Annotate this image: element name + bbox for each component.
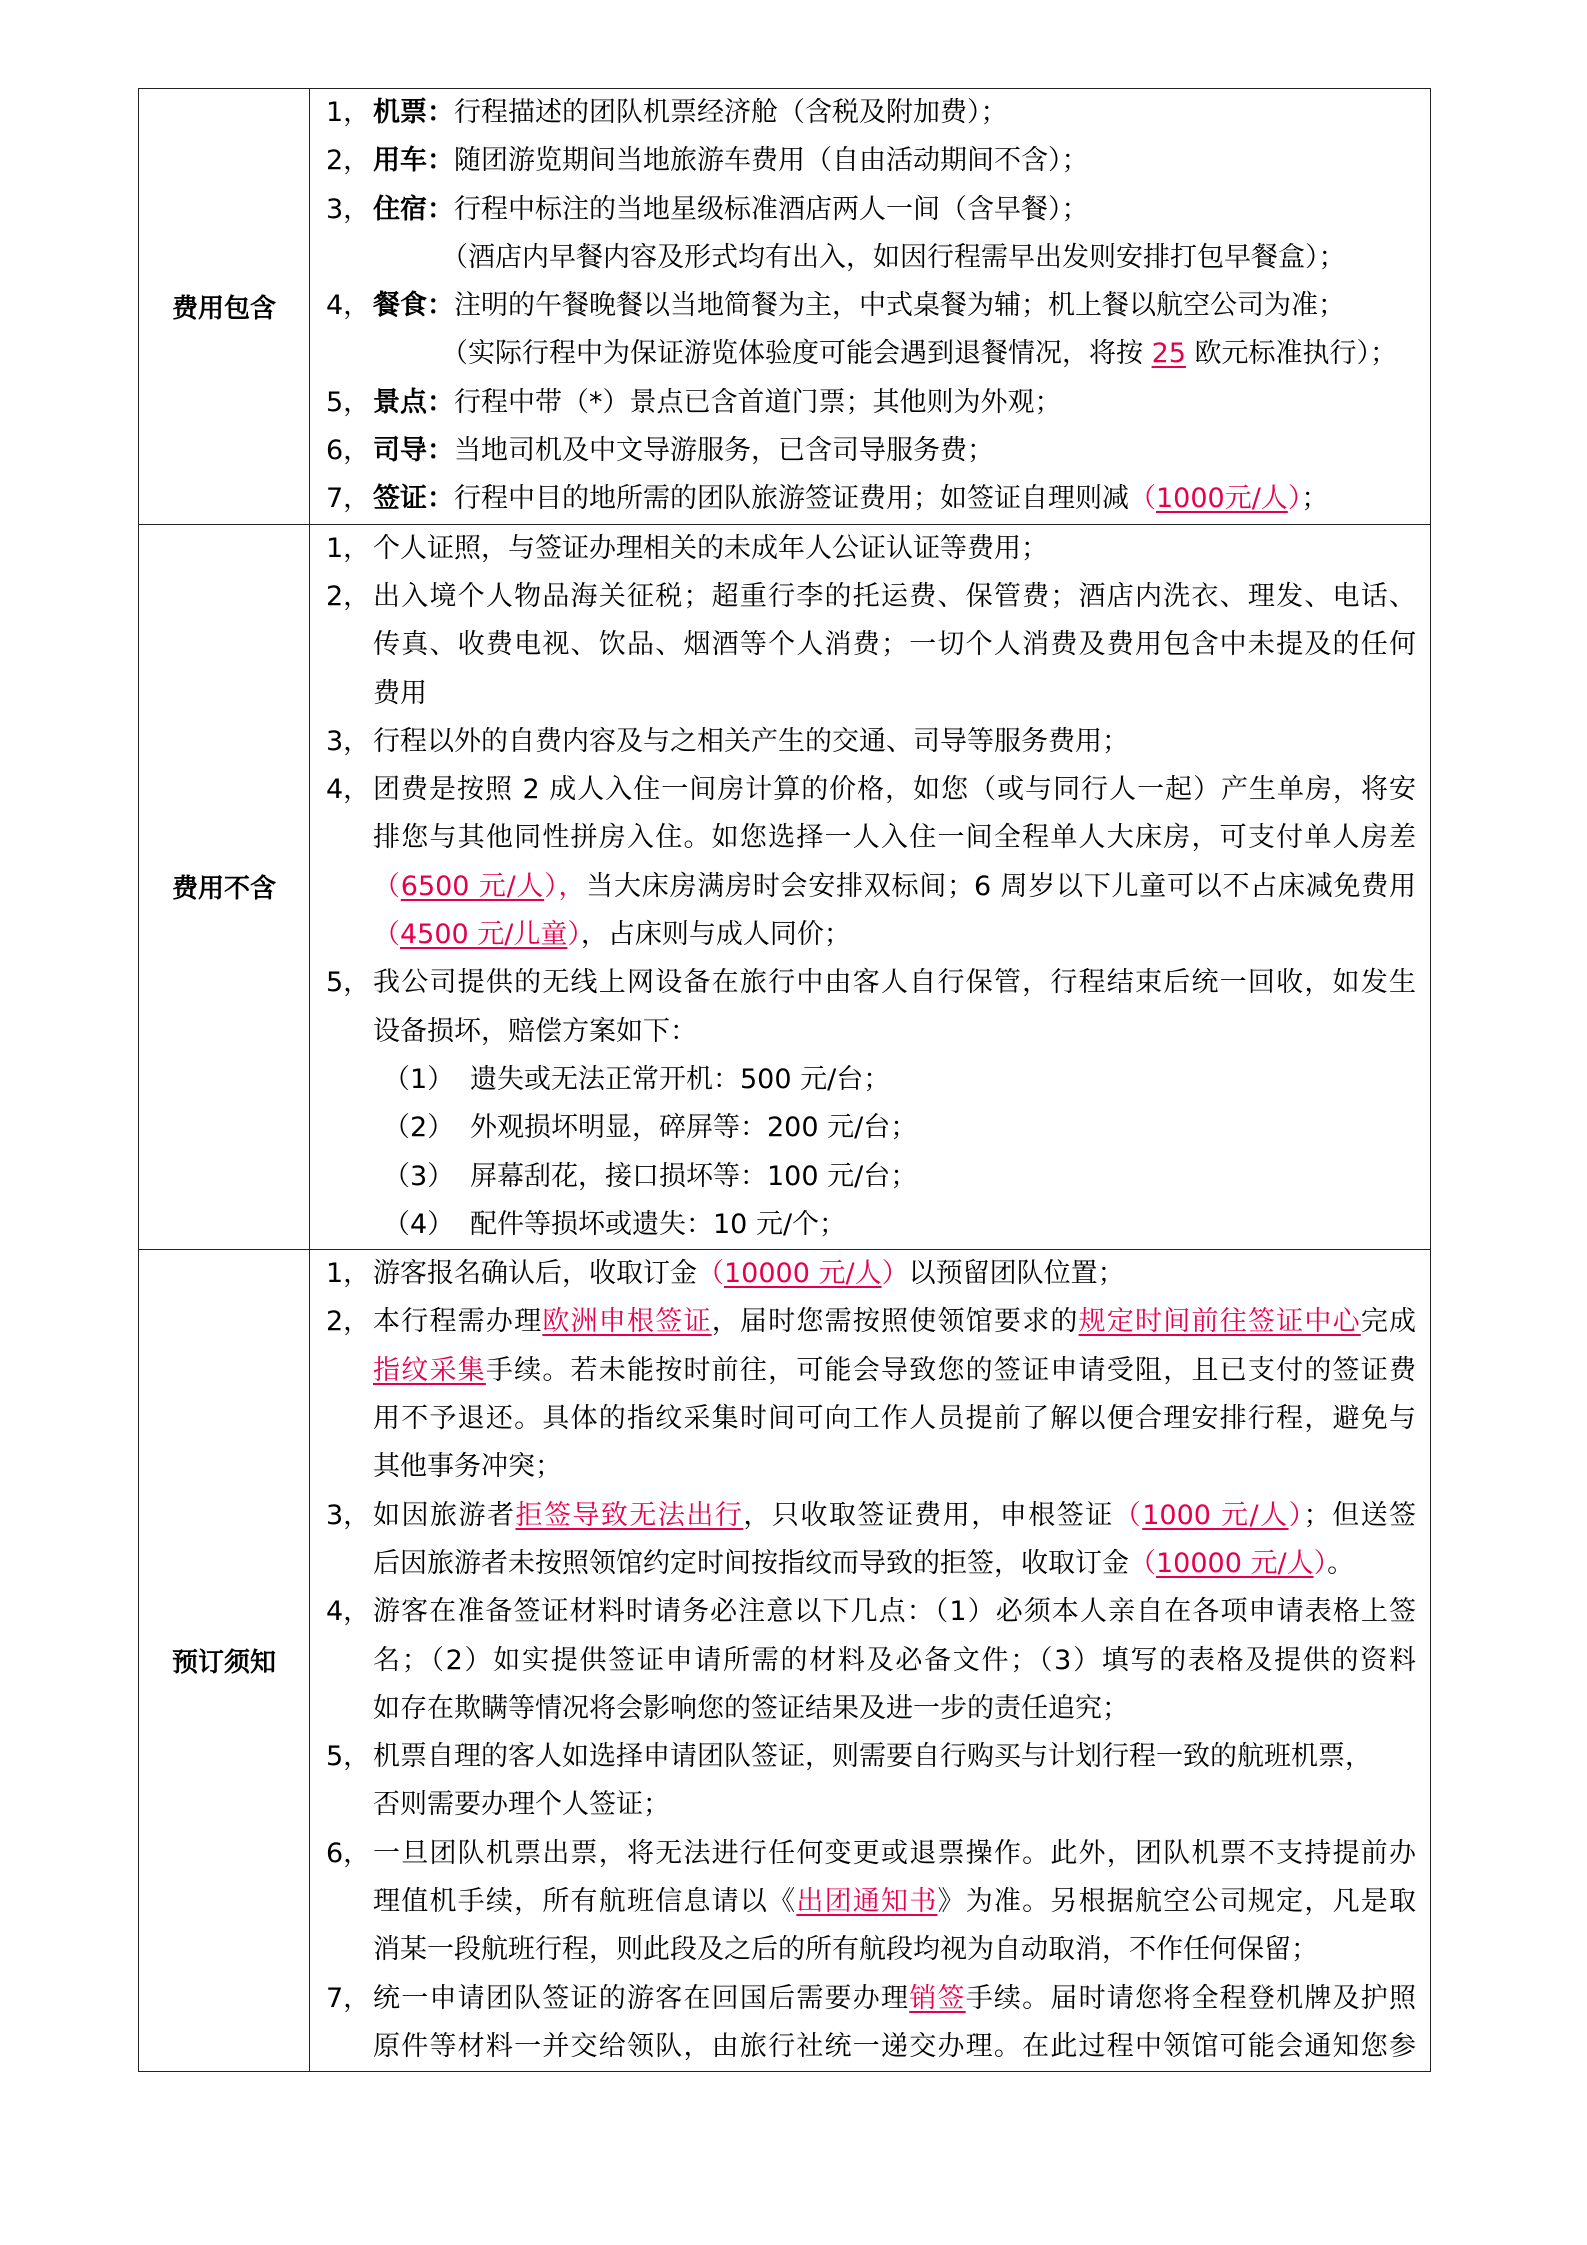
- item-number: 2，: [326, 145, 371, 177]
- item-heading: 签证：: [373, 483, 454, 515]
- list-item-continuation: [326, 1878, 1416, 1926]
- item-text: [373, 282, 1416, 330]
- text-segment: 当大床房满房时会安排双标间；6 周岁以下儿童可以不占床减免费用: [586, 870, 1417, 902]
- text-segment: 。: [1327, 1547, 1355, 1579]
- list-item: [326, 89, 1416, 137]
- item-number: （3）: [383, 1160, 455, 1192]
- text-segment: 否则需要办理个人签证；: [373, 1789, 670, 1821]
- highlighted-text: （: [373, 919, 400, 951]
- item-text: [373, 1540, 1416, 1588]
- item-text: [373, 1443, 1416, 1491]
- row-label: 预订须知: [139, 1250, 310, 2072]
- text-segment: 一旦团队机票出票，将无法进行任何变更或退票操作。此外，团队机票不支持提前办: [373, 1837, 1416, 1869]
- list-item: [326, 959, 1416, 1007]
- highlighted-link-text: 出团通知书: [796, 1885, 938, 1917]
- item-heading: 用车：: [373, 145, 454, 177]
- item-text: [373, 1492, 1416, 1540]
- item-text: [373, 475, 1416, 523]
- item-text: [373, 2023, 1416, 2071]
- item-number: 1，: [326, 1258, 371, 1290]
- item-text: [373, 621, 1416, 669]
- list-item-continuation: [326, 1781, 1416, 1829]
- highlighted-text: ），: [544, 870, 587, 902]
- row-content: [310, 524, 1431, 1249]
- row-content: [310, 1250, 1431, 2072]
- text-segment: 个人证照，与签证办理相关的未成年人公证认证等费用；: [373, 532, 1048, 564]
- item-number: 1，: [326, 532, 371, 564]
- list-item-continuation: [326, 1926, 1416, 1974]
- item-text: [373, 186, 1416, 234]
- list-item: [326, 427, 1416, 475]
- highlighted-link-text: 拒签导致无法出行: [515, 1499, 744, 1531]
- highlighted-text: ）: [1287, 483, 1302, 515]
- list-item: [326, 379, 1416, 427]
- item-text: [470, 1201, 1416, 1249]
- text-segment: 行程中目的地所需的团队旅游签证费用；如签证自理则减: [454, 483, 1129, 515]
- list-item-continuation: [326, 911, 1416, 959]
- text-segment: 欧元标准执行）；: [1185, 338, 1398, 370]
- item-number: （4）: [383, 1208, 455, 1240]
- text-segment: 费用: [373, 677, 427, 709]
- item-text: [373, 1781, 1416, 1829]
- item-text: [373, 1298, 1416, 1346]
- highlighted-text: （: [697, 1258, 724, 1290]
- list-item-continuation: [326, 234, 1416, 282]
- row-content: [310, 89, 1431, 525]
- item-text: [373, 959, 1416, 1007]
- text-segment: 消某一段航班行程，则此段及之后的所有航段均视为自动取消，不作任何保留；: [373, 1934, 1318, 1966]
- text-segment: 如因旅游者: [373, 1499, 516, 1531]
- text-segment: ，只收取签证费用，申根签证: [743, 1499, 1114, 1531]
- highlighted-link-text: 10000 元/人: [724, 1258, 882, 1290]
- highlighted-text: ）: [881, 1258, 909, 1290]
- row-label: 费用不含: [139, 524, 310, 1249]
- list-item-continuation: [326, 1685, 1416, 1733]
- list-item: [326, 475, 1416, 523]
- highlighted-link-text: 10000 元/人: [1156, 1547, 1314, 1579]
- item-number: 3，: [326, 1499, 371, 1531]
- item-text: [441, 330, 1416, 378]
- item-text: [373, 1637, 1416, 1685]
- travel-terms-table: [138, 88, 1431, 2072]
- item-number: 4，: [326, 290, 371, 322]
- text-segment: 统一申请团队签证的游客在回国后需要办理: [373, 1982, 910, 2014]
- text-segment: 行程以外的自费内容及与之相关产生的交通、司导等服务费用；: [373, 725, 1129, 757]
- list-item-continuation: [326, 2023, 1416, 2071]
- item-text: [373, 1395, 1416, 1443]
- list-item-continuation: [326, 1395, 1416, 1443]
- text-segment: 行程中标注的当地星级标准酒店两人一间（含早餐）；: [454, 193, 1089, 225]
- highlighted-link-text: 规定时间前往签证中心: [1078, 1306, 1361, 1338]
- text-segment: 以预留团队位置；: [908, 1258, 1125, 1290]
- list-item: [326, 137, 1416, 185]
- list-item: [326, 186, 1416, 234]
- item-text: [373, 1878, 1416, 1926]
- table-body: [139, 89, 1431, 2072]
- item-text: [373, 1008, 1416, 1056]
- text-segment: （实际行程中为保证游览体验度可能会遇到退餐情况，将按: [441, 338, 1152, 370]
- text-segment: 行程中带（*）景点已含首道门票；其他则为外观；: [454, 386, 1062, 418]
- item-text: [373, 1830, 1416, 1878]
- item-text: [470, 1153, 1416, 1201]
- item-text: [373, 525, 1416, 573]
- item-number: （2）: [383, 1112, 455, 1144]
- highlighted-link-text: 6500 元/人: [400, 870, 545, 902]
- item-text: [373, 1733, 1416, 1781]
- text-segment: 用不予退还。具体的指纹采集时间可向工作人员提前了解以便合理安排行程，避免与: [373, 1403, 1416, 1435]
- highlighted-link-text: 25: [1151, 338, 1186, 370]
- sub-list-item: [326, 1153, 1416, 1201]
- text-segment: ；: [1301, 483, 1329, 515]
- text-segment: ，届时您需按照使领馆要求的: [711, 1306, 1079, 1338]
- text-segment: （酒店内早餐内容及形式均有出入，如因行程需早出发则安排打包早餐盒）；: [441, 241, 1346, 273]
- highlighted-link-text: 4500 元/儿童: [400, 919, 568, 951]
- item-text: [373, 814, 1416, 862]
- item-text: [373, 89, 1416, 137]
- item-text: [373, 1588, 1416, 1636]
- text-segment: 随团游览期间当地旅游车费用（自由活动期间不含）；: [454, 145, 1089, 177]
- text-segment: 手续。届时请您将全程登机牌及护照: [965, 1982, 1417, 2014]
- text-segment: 设备损坏，赔偿方案如下：: [373, 1015, 697, 1047]
- highlighted-link-text: 指纹采集: [373, 1354, 486, 1386]
- list-item-continuation: [326, 1540, 1416, 1588]
- text-segment: 后因旅游者未按照领馆约定时间按指纹而导致的拒签，收取订金: [373, 1547, 1129, 1579]
- list-item: [326, 1975, 1416, 2023]
- list-item: [326, 1492, 1416, 1540]
- item-text: [373, 573, 1416, 621]
- item-heading: 餐食：: [373, 290, 454, 322]
- text-segment: 屏幕刮花，接口损坏等：100 元/台；: [470, 1160, 918, 1192]
- highlighted-link-text: 欧洲申根签证: [542, 1306, 712, 1338]
- list-item-continuation: [326, 1637, 1416, 1685]
- text-segment: 完成: [1360, 1306, 1417, 1338]
- row-label: 费用包含: [139, 89, 310, 525]
- item-number: 3，: [326, 725, 371, 757]
- text-segment: 配件等损坏或遗失：10 元/个；: [470, 1208, 847, 1240]
- list-item: [326, 1298, 1416, 1346]
- text-segment: 理值机手续，所有航班信息请以《: [373, 1885, 797, 1917]
- list-item: [326, 766, 1416, 814]
- item-number: （1）: [383, 1063, 455, 1095]
- text-segment: 传真、收费电视、饮品、烟酒等个人消费；一切个人消费及费用包含中未提及的任何: [373, 629, 1416, 661]
- highlighted-link-text: 销签: [909, 1982, 966, 2014]
- list-item-continuation: [326, 1008, 1416, 1056]
- text-segment: 原件等材料一并交给领队，由旅行社统一递交办理。在此过程中领馆可能会通知您参: [373, 2030, 1416, 2062]
- highlighted-text: （: [1129, 483, 1156, 515]
- highlighted-link-text: 1000 元/人: [1142, 1499, 1289, 1531]
- table-row: [139, 89, 1431, 525]
- text-segment: 排您与其他同性拼房入住。如您选择一人入住一间全程单人大床房，可支付单人房差: [373, 822, 1416, 854]
- text-segment: ，占床则与成人同价；: [580, 919, 851, 951]
- list-item-continuation: [326, 814, 1416, 862]
- list-item: [326, 1588, 1416, 1636]
- list-item-continuation: [326, 863, 1416, 911]
- text-segment: 如存在欺瞒等情况将会影响您的签证结果及进一步的责任追究；: [373, 1692, 1129, 1724]
- item-text: [373, 379, 1416, 427]
- item-heading: 景点：: [373, 386, 454, 418]
- text-segment: 注明的午餐晚餐以当地简餐为主，中式桌餐为辅；机上餐以航空公司为准；: [454, 290, 1345, 322]
- list-item-continuation: [326, 1347, 1416, 1395]
- item-text: [373, 766, 1416, 814]
- item-text: [373, 670, 1416, 718]
- item-number: 6，: [326, 1837, 371, 1869]
- item-number: 3，: [326, 193, 371, 225]
- sub-list-item: [326, 1056, 1416, 1104]
- list-item: [326, 573, 1416, 621]
- list-item: [326, 718, 1416, 766]
- text-segment: 手续。若未能按时前往，可能会导致您的签证申请受阻，且已支付的签证费: [485, 1354, 1417, 1386]
- item-number: 5，: [326, 386, 371, 418]
- item-text: [470, 1056, 1416, 1104]
- item-number: 7，: [326, 483, 371, 515]
- text-segment: 游客报名确认后，收取订金: [373, 1258, 697, 1290]
- highlighted-text: （: [1129, 1547, 1156, 1579]
- item-text: [373, 863, 1416, 911]
- item-text: [373, 1347, 1416, 1395]
- text-segment: ；但送签: [1303, 1499, 1417, 1531]
- text-segment: 机票自理的客人如选择申请团队签证，则需要自行购买与计划行程一致的航班机票，: [373, 1741, 1372, 1773]
- list-item-continuation: [326, 1443, 1416, 1491]
- list-item-continuation: [326, 621, 1416, 669]
- list-item-continuation: [326, 670, 1416, 718]
- highlighted-text: （: [373, 870, 401, 902]
- highlighted-text: （: [1113, 1499, 1143, 1531]
- item-number: 2，: [326, 1306, 371, 1338]
- text-segment: 当地司机及中文导游服务，已含司导服务费；: [454, 435, 994, 467]
- item-heading: 机票：: [373, 97, 454, 128]
- list-item: [326, 1250, 1416, 1298]
- text-segment: 其他事务冲突；: [373, 1451, 562, 1483]
- item-text: [373, 427, 1416, 475]
- item-number: 4，: [326, 774, 371, 806]
- item-text: [373, 137, 1416, 185]
- text-segment: 名；（2）如实提供签证申请所需的材料及必备文件；（3）填写的表格及提供的资料: [373, 1644, 1416, 1676]
- list-item: [326, 1733, 1416, 1781]
- text-segment: 游客在准备签证材料时请务必注意以下几点：（1）必须本人亲自在各项申请表格上签: [373, 1596, 1416, 1628]
- highlighted-text: ）: [1288, 1499, 1304, 1531]
- item-text: [373, 911, 1416, 959]
- list-item: [326, 282, 1416, 330]
- text-segment: 团费是按照 2 成人入住一间房计算的价格，如您（或与同行人一起）产生单房，将安: [373, 774, 1416, 806]
- text-segment: 外观损坏明显，碎屏等：200 元/台；: [470, 1112, 918, 1144]
- item-text: [441, 234, 1416, 282]
- item-heading: 住宿：: [373, 193, 454, 225]
- item-text: [373, 1975, 1416, 2023]
- text-segment: 行程描述的团队机票经济舱（含税及附加费）；: [454, 97, 1008, 128]
- highlighted-link-text: 1000元/人: [1156, 483, 1288, 515]
- highlighted-text: ）: [1313, 1547, 1328, 1579]
- item-text: [373, 718, 1416, 766]
- list-item: [326, 525, 1416, 573]
- sub-list-item: [326, 1201, 1416, 1249]
- text-segment: 我公司提供的无线上网设备在旅行中由客人自行保管，行程结束后统一回收，如发生: [373, 967, 1416, 999]
- text-segment: 本行程需办理: [373, 1306, 543, 1338]
- text-segment: 出入境个人物品海关征税；超重行李的托运费、保管费；酒店内洗衣、理发、电话、: [373, 580, 1416, 612]
- item-number: 4，: [326, 1596, 371, 1628]
- item-heading: 司导：: [373, 435, 454, 467]
- item-number: 5，: [326, 1741, 371, 1773]
- item-number: 7，: [326, 1982, 371, 2014]
- list-item: [326, 1830, 1416, 1878]
- text-segment: 》为准。另根据航空公司规定，凡是取: [937, 1885, 1417, 1917]
- item-text: [470, 1104, 1416, 1152]
- item-number: 6，: [326, 435, 371, 467]
- table-row: [139, 524, 1431, 1249]
- item-text: [373, 1926, 1416, 1974]
- highlighted-text: ）: [567, 919, 581, 951]
- item-text: [373, 1685, 1416, 1733]
- item-number: 1，: [326, 97, 371, 128]
- item-text: [373, 1250, 1416, 1298]
- text-segment: 遗失或无法正常开机：500 元/台；: [470, 1063, 891, 1095]
- table-row: [139, 1250, 1431, 2072]
- list-item-continuation: [326, 330, 1416, 378]
- sub-list-item: [326, 1104, 1416, 1152]
- item-number: 2，: [326, 580, 371, 612]
- item-number: 5，: [326, 967, 371, 999]
